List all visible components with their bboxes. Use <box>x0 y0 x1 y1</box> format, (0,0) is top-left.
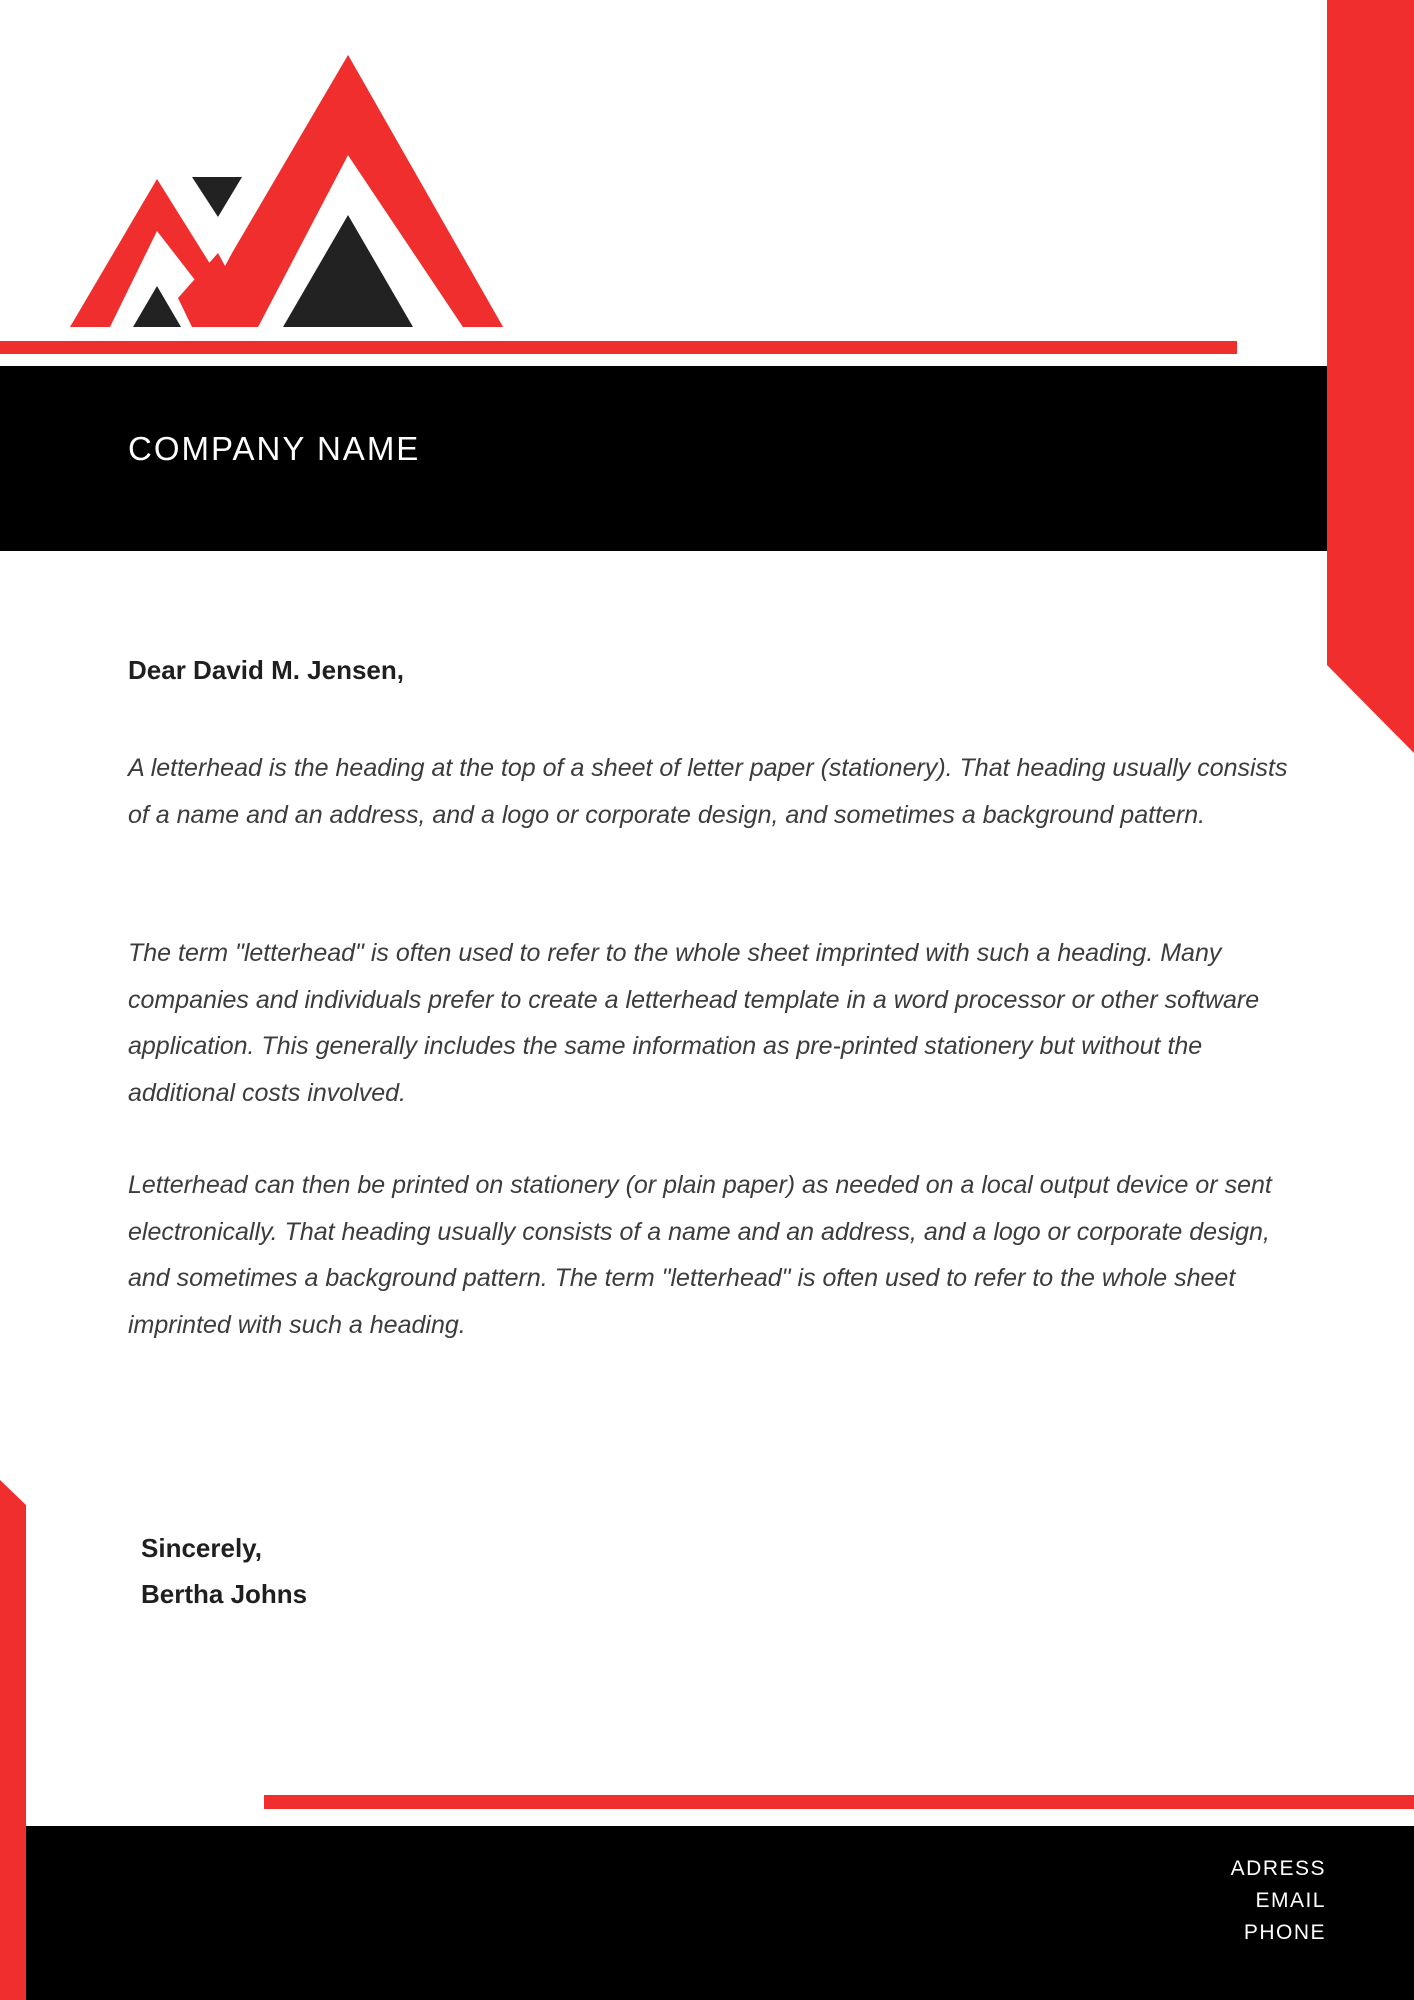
salutation: Dear David M. Jensen, <box>128 655 404 685</box>
footer-bar <box>26 1826 1414 2000</box>
closing-phrase: Sincerely, <box>141 1533 262 1563</box>
bottom-divider <box>264 1795 1414 1809</box>
left-accent-band <box>0 1480 26 2000</box>
letter-paragraph: The term "letterhead" is often used to refer to the whole sheet imprinted with such a heading. Many companies and individuals prefer to create a letterhead template in a word processor or other software application. This generally includes the same information as pre-printed stationery but without the additional costs involved. <box>128 939 1260 1107</box>
mountain-peaks-logo-icon <box>70 55 506 330</box>
inverted-triangle-shape <box>192 177 242 217</box>
footer-phone: PHONE <box>1243 1921 1326 1944</box>
small-triangle-shape <box>133 286 181 327</box>
closing-block <box>141 1525 307 1617</box>
top-divider <box>0 341 1237 354</box>
letter-paragraph: A letterhead is the heading at the top of a sheet of letter paper (stationery). That heading usually consists of a name and an address, and a logo or corporate design, and sometimes a background pattern. <box>128 754 1288 829</box>
signature-name: Bertha Johns <box>141 1579 308 1609</box>
footer-contact <box>1231 1853 1326 1949</box>
company-name: COMPANY NAME <box>128 430 421 467</box>
letter-paragraph: Letterhead can then be printed on stationery (or plain paper) as needed on a local output device or sent electronically. That heading usually consists of a name and an address, and a logo or corporate design, and sometimes a background pattern. The term "letterhead" is often used to refer to the whole sheet imprinted with such a heading. <box>128 1171 1272 1339</box>
footer-email: EMAIL <box>1255 1889 1326 1912</box>
footer-address: ADRESS <box>1230 1857 1326 1880</box>
right-accent-band <box>1327 0 1414 753</box>
